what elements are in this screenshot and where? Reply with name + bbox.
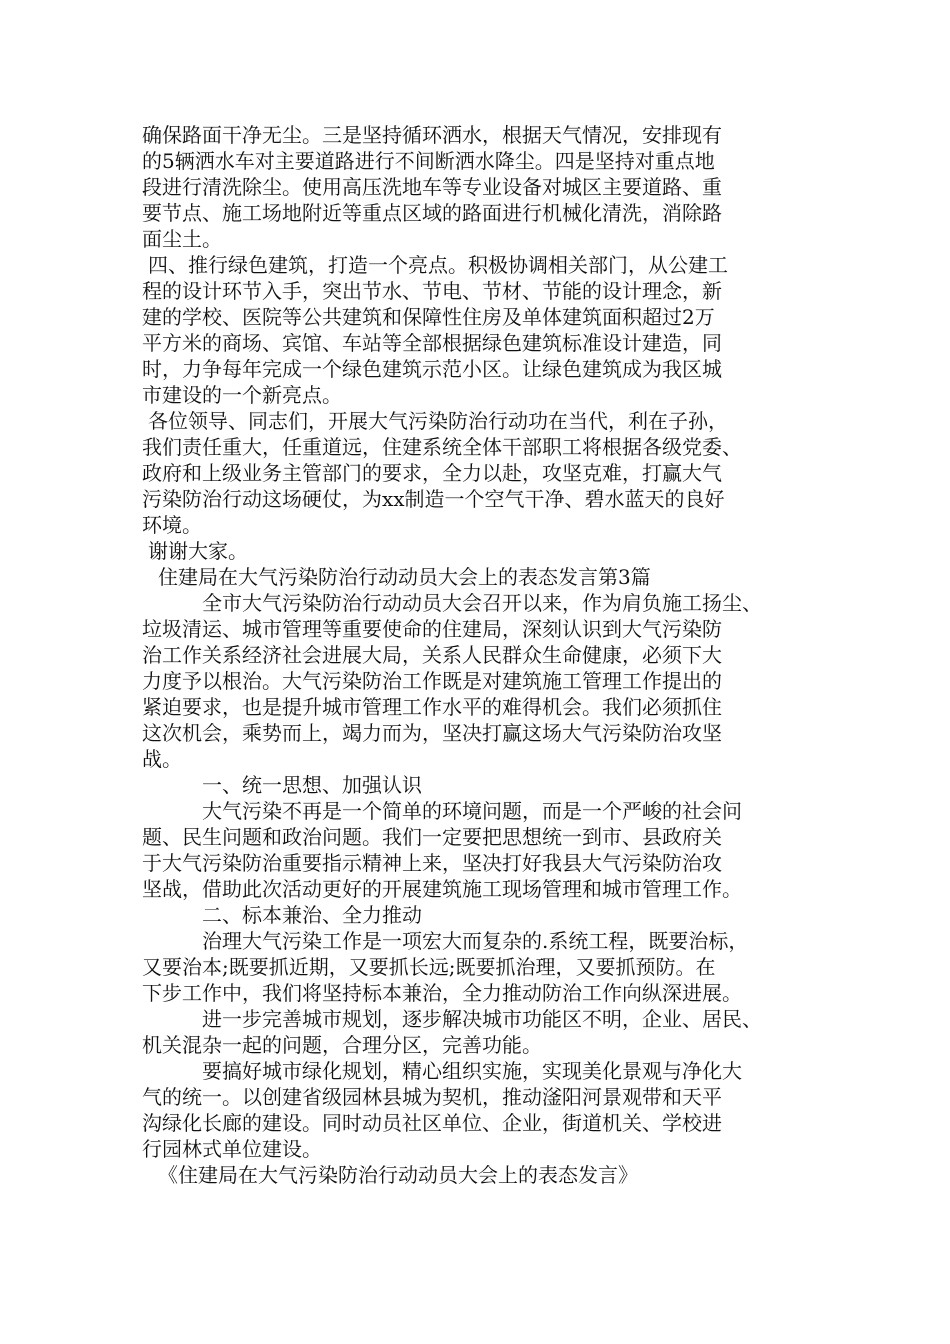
text-line: 行园林式单位建设。 — [142, 1137, 322, 1161]
text-line: 大气污染不再是一个简单的环境问题，而是一个严峻的社会问 — [202, 799, 742, 823]
subsection-heading: 一、统一思想、加强认识 — [202, 773, 422, 797]
text-line: 治理大气污染工作是一项宏大而复杂的.系统工程，既要治标， — [202, 929, 749, 953]
text-line: 紧迫要求，也是提升城市管理工作水平的难得机会。我们必须抓住 — [142, 695, 722, 719]
text-line: 建的学校、医院等公共建筑和保障性住房及单体建筑面积超过2万 — [142, 305, 715, 329]
text-line: 段进行清洗除尘。使用高压洗地车等专业设备对城区主要道路、重 — [142, 175, 722, 199]
text-line: 于大气污染防治重要指示精神上来，坚决打好我县大气污染防治攻 — [142, 851, 722, 875]
section-heading: 住建局在大气污染防治行动动员大会上的表态发言第3篇 — [158, 565, 651, 589]
text-line: 治工作关系经济社会进展大局，关系人民群众生命健康，必须下大 — [142, 643, 722, 667]
text-line: 谢谢大家。 — [148, 539, 248, 563]
text-line: 确保路面干净无尘。三是坚持循环洒水，根据天气情况，安排现有 — [142, 123, 722, 147]
text-line: 气的统一。以创建省级园林县城为契机，推动滏阳河景观带和天平 — [142, 1085, 722, 1109]
text-line: 垃圾清运、城市管理等重要使命的住建局，深刻认识到大气污染防 — [142, 617, 722, 641]
text-line: 又要治本;既要抓近期，又要抓长远;既要抓治理，又要抓预防。在 — [142, 955, 716, 979]
text-line: 时，力争每年完成一个绿色建筑示范小区。让绿色建筑成为我区城 — [142, 357, 722, 381]
text-line: 政府和上级业务主管部门的要求，全力以赴，攻坚克难，打赢大气 — [142, 461, 722, 485]
text-line: 全市大气污染防治行动动员大会召开以来，作为肩负施工扬尘、 — [202, 591, 762, 615]
text-line: 要节点、施工场地附近等重点区域的路面进行机械化清洗，消除路 — [142, 201, 722, 225]
subsection-heading: 二、标本兼治、全力推动 — [202, 903, 422, 927]
text-line: 环境。 — [142, 513, 202, 537]
body-text — [142, 122, 842, 1188]
text-line: 程的设计环节入手，突出节水、节电、节材、节能的设计理念，新 — [142, 279, 722, 303]
text-line: 要搞好城市绿化规划，精心组织实施，实现美化景观与净化大 — [202, 1059, 742, 1083]
text-line: 机关混杂一起的问题，合理分区，完善功能。 — [142, 1033, 542, 1057]
text-line: 各位领导、同志们，开展大气污染防治行动功在当代，利在子孙， — [148, 409, 728, 433]
text-line: 平方米的商场、宾馆、车站等全部根据绿色建筑标准设计建造，同 — [142, 331, 722, 355]
text-line: 进一步完善城市规划，逐步解决城市功能区不明，企业、居民、 — [202, 1007, 762, 1031]
text-line: 坚战，借助此次活动更好的开展建筑施工现场管理和城市管理工作。 — [142, 877, 742, 901]
text-line: 战。 — [142, 747, 182, 771]
text-line: 我们责任重大，任重道远，住建系统全体干部职工将根据各级党委、 — [142, 435, 742, 459]
text-line: 的5辆洒水车对主要道路进行不间断洒水降尘。四是坚持对重点地 — [142, 149, 715, 173]
text-line: 污染防治行动这场硬仗，为xx制造一个空气干净、碧水蓝天的良好 — [142, 487, 725, 511]
text-line: 市建设的一个新亮点。 — [142, 383, 342, 407]
text-line: 面尘土。 — [142, 227, 222, 251]
document-title-footer: 《住建局在大气污染防治行动动员大会上的表态发言》 — [158, 1163, 638, 1187]
text-line: 四、推行绿色建筑，打造一个亮点。积极协调相关部门，从公建工 — [148, 253, 728, 277]
text-line: 题、民生问题和政治问题。我们一定要把思想统一到市、县政府关 — [142, 825, 722, 849]
text-line: 沟绿化长廊的建设。同时动员社区单位、企业，街道机关、学校进 — [142, 1111, 722, 1135]
text-line: 下步工作中，我们将坚持标本兼治，全力推动防治工作向纵深进展。 — [142, 981, 742, 1005]
text-line: 这次机会，乘势而上，竭力而为，坚决打赢这场大气污染防治攻坚 — [142, 721, 722, 745]
text-line: 力度予以根治。大气污染防治工作既是对建筑施工管理工作提出的 — [142, 669, 722, 693]
